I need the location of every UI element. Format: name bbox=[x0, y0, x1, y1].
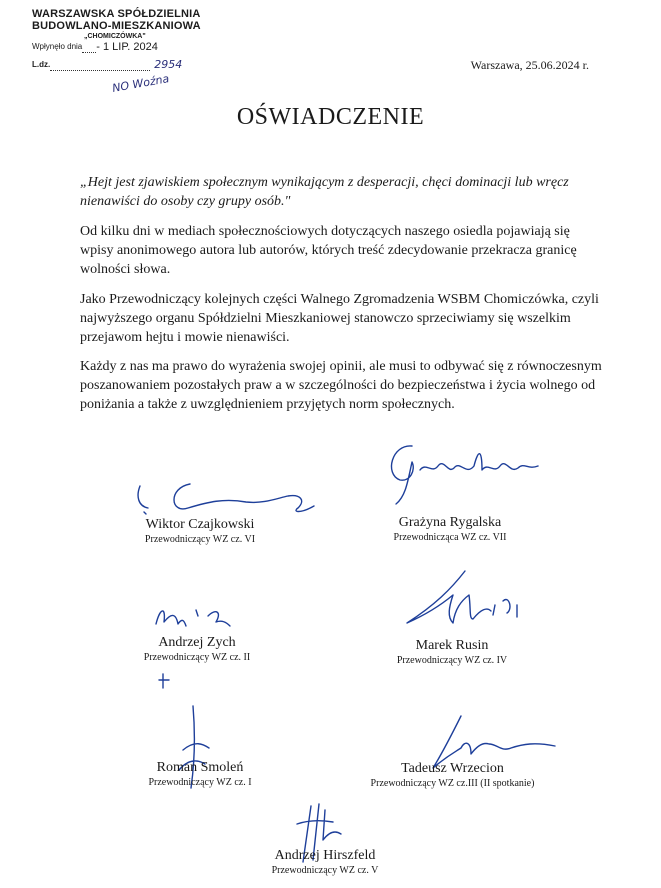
signature-rusin bbox=[395, 565, 525, 635]
signatory-role: Przewodniczący WZ cz. II bbox=[143, 652, 251, 663]
signatory-role: Przewodniczący WZ cz. IV bbox=[396, 655, 508, 666]
page-title: OŚWIADCZENIE bbox=[236, 104, 425, 130]
signatory-name: Tadeusz Wrzecion bbox=[401, 761, 504, 776]
signature-czajkowski bbox=[128, 478, 328, 520]
signatory-name: Grażyna Rygalska bbox=[398, 515, 502, 530]
paragraph-3: Każdy z nas ma prawo do wyrażenia swojej opinii, ale musi to odbywać się z równoczesnym poszanowaniem pozostałych praw a w szczególności do bezpieczeństwa i życia wolnego od poniżania a także z uwzględnieniem przyjętych norm społecznych. bbox=[80, 359, 602, 412]
signatory-name: Wiktor Czajkowski bbox=[145, 517, 255, 532]
signatory-rygalska bbox=[370, 515, 530, 545]
signatory-name: Andrzej Zych bbox=[158, 635, 236, 650]
signatory-role: Przewodniczący WZ cz.III (II spotkanie) bbox=[370, 778, 535, 789]
signatory-role: Przewodniczący WZ cz. V bbox=[271, 865, 379, 876]
quote: „Hejt jest zjawiskiem społecznym wynikającym z desperacji, chęci dominacji lub wręcz nienawiści do osoby czy grupy osób." bbox=[80, 175, 569, 209]
signatory-role: Przewodniczący WZ cz. I bbox=[148, 777, 252, 788]
signatory-smolen bbox=[120, 760, 280, 790]
signatory-role: Przewodnicząca WZ cz. VII bbox=[393, 532, 507, 543]
signature-rygalska bbox=[378, 440, 553, 515]
signature-zych bbox=[150, 600, 245, 640]
signatory-rusin bbox=[372, 638, 532, 668]
stamp-ldz-label: L.dz. bbox=[32, 60, 51, 69]
paragraph-1: Od kilku dni w mediach społecznościowych dotyczących naszego osiedla pojawiają się wpisy anonimowego autora lub autorów, których treść zdecydowanie przekracza granicę wolności słowa. bbox=[80, 224, 577, 277]
paragraph-2: Jako Przewodniczący kolejnych części Walnego Zgromadzenia WSBM Chomiczówka, czyli najwyższego organu Spółdzielni Mieszkaniowej stanowczo sprzeciwiamy się wszelkim przejawom hejtu i mowie nienawiści. bbox=[80, 292, 599, 345]
signatory-name: Andrzej Hirszfeld bbox=[274, 848, 376, 863]
signatory-name: Marek Rusin bbox=[415, 638, 489, 653]
received-stamp bbox=[32, 8, 201, 95]
signatory-hirszfeld bbox=[245, 848, 405, 878]
signatory-czajkowski bbox=[120, 517, 280, 547]
stamp-ldz-value: 2954 bbox=[154, 58, 183, 71]
signatory-name: Roman Smoleń bbox=[156, 760, 244, 775]
signatory-zych bbox=[117, 635, 277, 665]
stamp-line-1: WARSZAWSKA SPÓŁDZIELNIA bbox=[32, 8, 201, 20]
stamp-ldz-row bbox=[32, 59, 201, 71]
signature-zych-mark bbox=[155, 670, 175, 692]
stamp-handwritten-note: NO Woźna bbox=[111, 72, 171, 95]
stamp-line-2: BUDOWLANO-MIESZKANIOWA bbox=[32, 20, 201, 32]
stamp-received-row bbox=[32, 41, 201, 53]
signatory-role: Przewodniczący WZ cz. VI bbox=[144, 534, 256, 545]
stamp-received-label: Wpłynęło dnia bbox=[32, 42, 83, 51]
stamp-line-3: „CHOMICZÓWKA" bbox=[84, 33, 146, 40]
stamp-received-date: - 1 LIP. 2024 bbox=[96, 41, 158, 53]
place-date: Warszawa, 25.06.2024 r. bbox=[470, 58, 589, 72]
signatory-wrzecion bbox=[345, 761, 560, 791]
